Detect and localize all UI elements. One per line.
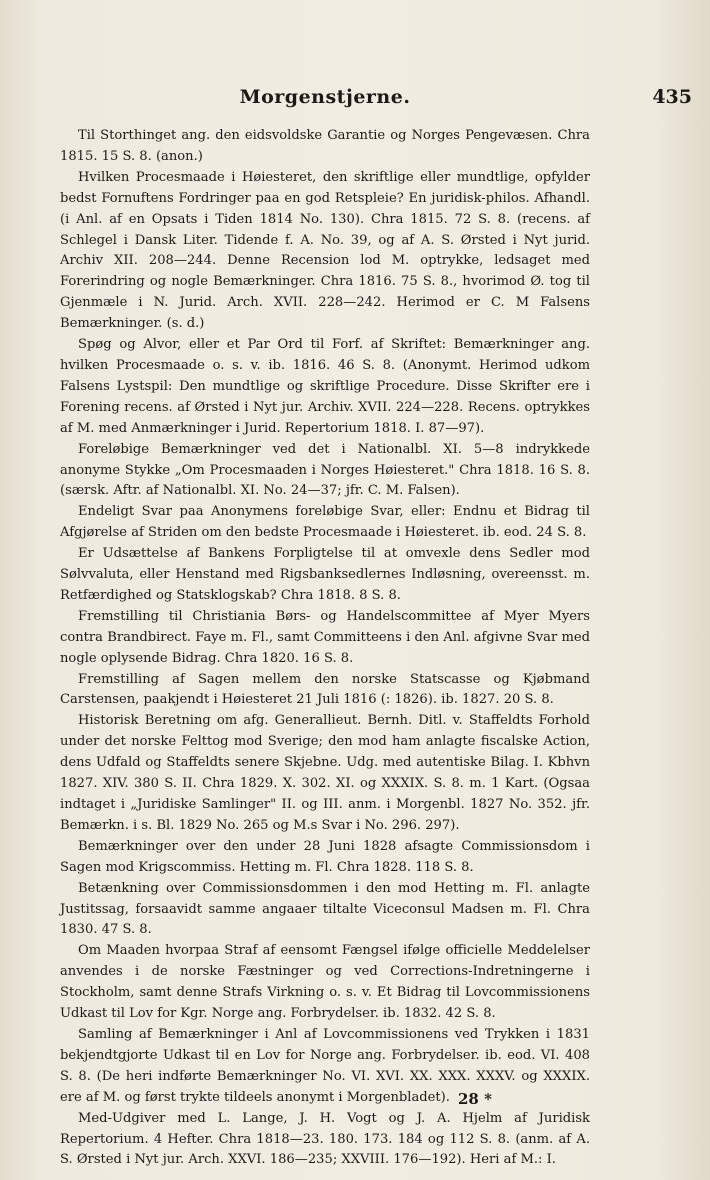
bibliography-entry: Betænkning over Commissionsdommen i den mod Hetting m. Fl. anlagte Justitssag, forsaavidt samme angaaer tiltalte Viceconsul Madsen m. Fl. Chra 1830. 47 S. 8. [60, 880, 590, 938]
bibliography-entry: Spøg og Alvor, eller et Par Ord til Forf. af Skriftet: Bemærkninger ang. hvilken Procesmaade o. s. v. ib. 1816. 46 S. 8. (Anonymt. Herimod udkom Falsens Lystspil: Den mundtlige og skriftlige Procedure. Disse Skrifter ere i Forening recens. af Ørsted i Nyt jur. Archiv. XVII. 224—228. Recens. optrykkes af M. med Anmærkninger i Jurid. Repertorium 1818. I. 87—97). [60, 337, 590, 436]
bibliography-entry: Om Maaden hvorpaa Straf af eensomt Fængsel ifølge officielle Meddelelser anvendes i de norske Fæstninger og ved Corrections-Indretningerne i Stockholm, samt denne Strafs Virkning o. s. v. Et Bidrag til Lovcommissionens Udkast til Lov for Kgr. Norge ang. Forbrydelser. ib. 1832. 42 S. 8. [60, 943, 590, 1022]
bibliography-entry: Med-Udgiver med L. Lange, J. H. Vogt og J. A. Hjelm af Juridisk Repertorium. 4 Hefter. Chra 1818—23. 180. 173. 184 og 112 S. 8. (anm. af A. S. Ørsted i Nyt jur. Arch. XXVI. 186—235; XXVIII. 176—192). Heri af M.: I. [60, 1110, 590, 1168]
bibliography-entry: Foreløbige Bemærkninger ved det i Nationalbl. XI. 5—8 indrykkede anonyme Stykke „Om Procesmaaden i Norges Høiesteret." Chra 1818. 16 S. 8. (særsk. Aftr. af Nationalbl. XI. No. 24—37; jfr. C. M. Falsen). [60, 441, 590, 499]
bibliography-entry: Fremstilling af Sagen mellem den norske Statscasse og Kjøbmand Carstensen, paakjendt i Høiesteret 21 Juli 1816 (: 1826). ib. 1827. 20 S. 8. [60, 671, 590, 708]
page-number: 435 [652, 86, 692, 108]
page-header [60, 86, 692, 110]
bibliography-entry: Til Storthinget ang. den eidsvoldske Garantie og Norges Pengevæsen. Chra 1815. 15 S. 8. (anon.) [60, 128, 590, 164]
bibliography-entry: Fremstilling til Christiania Børs- og Handelscommittee af Myer Myers contra Brandbirect. Faye m. Fl., samt Committeens i den Anl. afgivne Svar med nogle oplysende Bidrag. Chra 1820. 16 S. 8. [60, 608, 590, 666]
bibliography-entry: Historisk Beretning om afg. Generallieut. Bernh. Ditl. v. Staffeldts Forhold under det norske Felttog mod Sverige; den mod ham anlagte fiscalske Action, dens Udfald og Staffeldts senere Skjebne. Udg. med autentiske Bilag. I. Kbhvn 1827. XIV. 380 S. II. Chra 1829. X. 302. XI. og XXXIX. S. 8. m. 1 Kart. (Ogsaa indtaget i „Juridiske Samlinger" II. og III. anm. i Morgenbl. 1827 No. 352. jfr. Bemærkn. i s. Bl. 1829 No. 265 og M.s Svar i No. 296. 297). [60, 713, 590, 833]
signature-mark: 28 * [458, 1090, 492, 1108]
bibliography-entry: Er Udsættelse af Bankens Forpligtelse til at omvexle dens Sedler mod Sølvvaluta, eller Henstand med Rigsbanksedlernes Indløsning, overeensst. m. Retfærdighed og Statsklogskab? Chra 1818. 8 S. 8. [60, 546, 590, 603]
bibliography-text [60, 126, 590, 1171]
running-head: Morgenstjerne. [239, 86, 411, 108]
bibliography-entry: Endeligt Svar paa Anonymens foreløbige Svar, eller: Endnu et Bidrag til Afgjørelse af Striden om den bedste Procesmaade i Høiesteret. ib. eod. 24 S. 8. [60, 504, 590, 541]
bibliography-entry: Bemærkninger over den under 28 Juni 1828 afsagte Commissionsdom i Sagen mod Krigscommiss. Hetting m. Fl. Chra 1828. 118 S. 8. [60, 838, 590, 875]
bibliography-entry: Hvilken Procesmaade i Høiesteret, den skriftlige eller mundtlige, opfylder bedst Fornuftens Fordringer paa en god Retspleie? En juridisk-philos. Afhandl. (i Anl. af en Opsats i Tiden 1814 No. 130). Chra 1815. 72 S. 8. (recens. af Schlegel i Dansk Liter. Tidende f. A. No. 39, og af A. S. Ørsted i Nyt jurid. Archiv XII. 208—244. Denne Recension lod M. optrykke, ledsaget med Forerindring og nogle Bemærkninger. Chra 1816. 75 S. 8., hvorimod Ø. tog til Gjenmæle i N. Jurid. Arch. XVII. 228—242. Herimod er C. M Falsens Bemærkninger. (s. d.) [60, 169, 590, 332]
bibliography-entry: Samling af Bemærkninger i Anl af Lovcommissionens ved Trykken i 1831 bekjendtgjorte Udkast til en Lov for Norge ang. Forbrydelser. ib. eod. VI. 408 S. 8. (De heri indførte Bemærkninger No. VI. XVI. XX. XXX. XXXV. og XXXIX. ere af M. og først trykte tildeels anonymt i Morgenbladet). [60, 1026, 590, 1105]
